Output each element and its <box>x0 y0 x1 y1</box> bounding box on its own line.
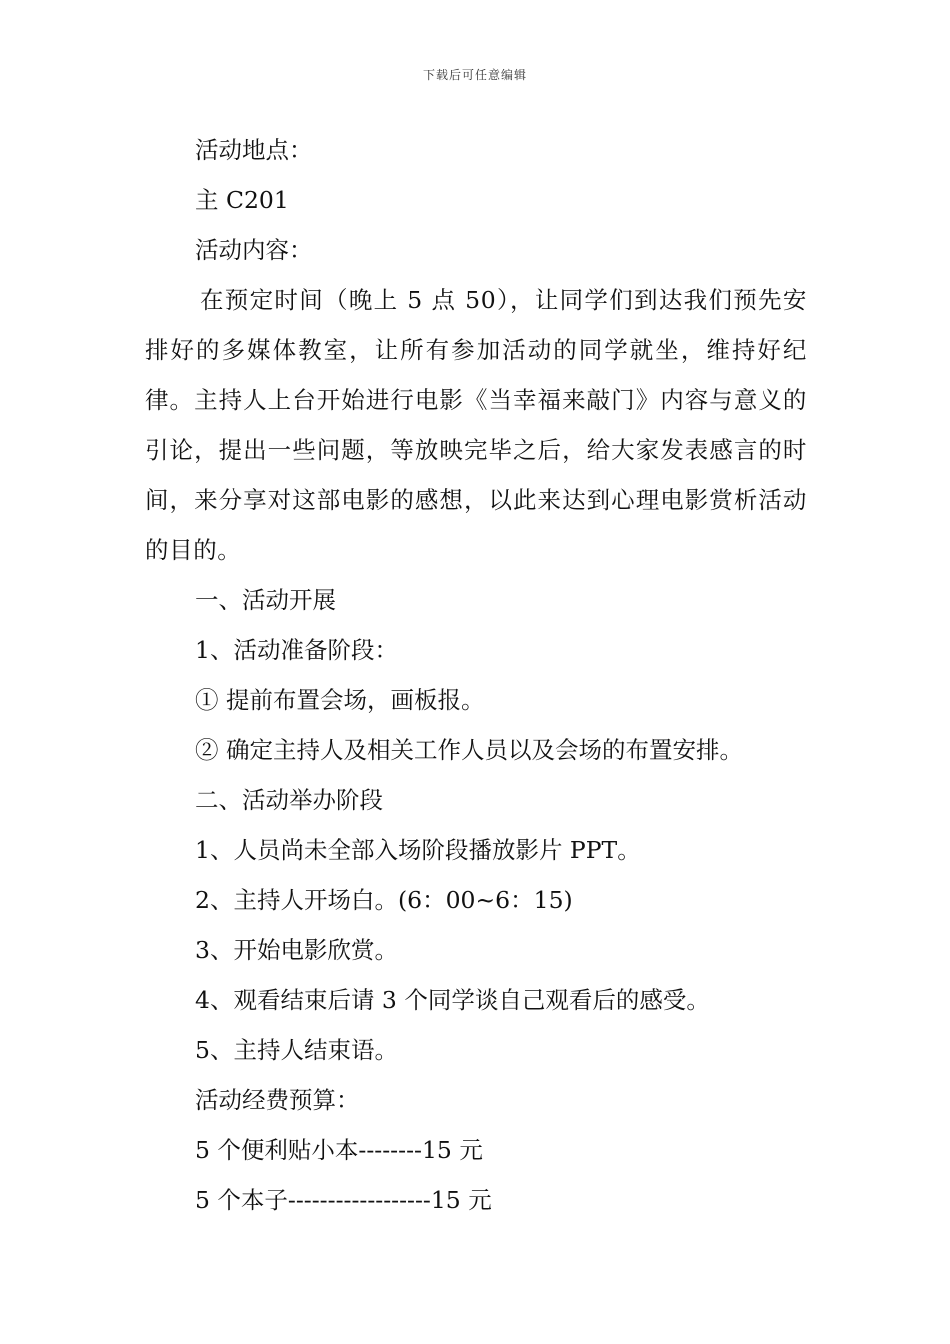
budget-item: 5 个本子------------------15 元 <box>195 1186 492 1214</box>
hold-item: 3、开始电影欣赏。 <box>195 936 398 964</box>
budget-label: 活动经费预算： <box>195 1086 360 1114</box>
section-title-activity: 一、活动开展 <box>195 586 336 614</box>
content-paragraph: 在预定时间（晚上 5 点 50），让同学们到达我们预先安排好的多媒体教室，让所有参加活动的同学就坐，维持好纪律。主持人上台开始进行电影《当幸福来敲门》内容与意义的引论，提出一些问题，等放映完毕之后，给大家发表感言的时间，来分享对这部电影的感想，以此来达到心理电影赏析活动的目的。 <box>145 286 807 564</box>
location-label: 活动地点： <box>195 136 313 164</box>
budget-item: 5 个便利贴小本--------15 元 <box>195 1136 483 1164</box>
prep-item: ② 确定主持人及相关工作人员以及会场的布置安排。 <box>195 736 743 764</box>
hold-item: 5、主持人结束语。 <box>195 1036 398 1064</box>
content-label: 活动内容： <box>195 236 313 264</box>
prep-item: ① 提前布置会场，画板报。 <box>195 686 485 714</box>
section-title-hold: 二、活动举办阶段 <box>195 786 383 814</box>
prep-stage-title: 1、活动准备阶段： <box>195 636 398 664</box>
hold-item: 4、观看结束后请 3 个同学谈自己观看后的感受。 <box>195 986 710 1014</box>
location-value: 主 C201 <box>195 186 289 214</box>
page-header: 下载后可任意编辑 <box>422 68 527 82</box>
hold-item: 2、主持人开场白。(6：00~6：15) <box>195 886 573 914</box>
document-body <box>145 125 807 1225</box>
hold-item: 1、人员尚未全部入场阶段播放影片 PPT。 <box>195 836 641 864</box>
